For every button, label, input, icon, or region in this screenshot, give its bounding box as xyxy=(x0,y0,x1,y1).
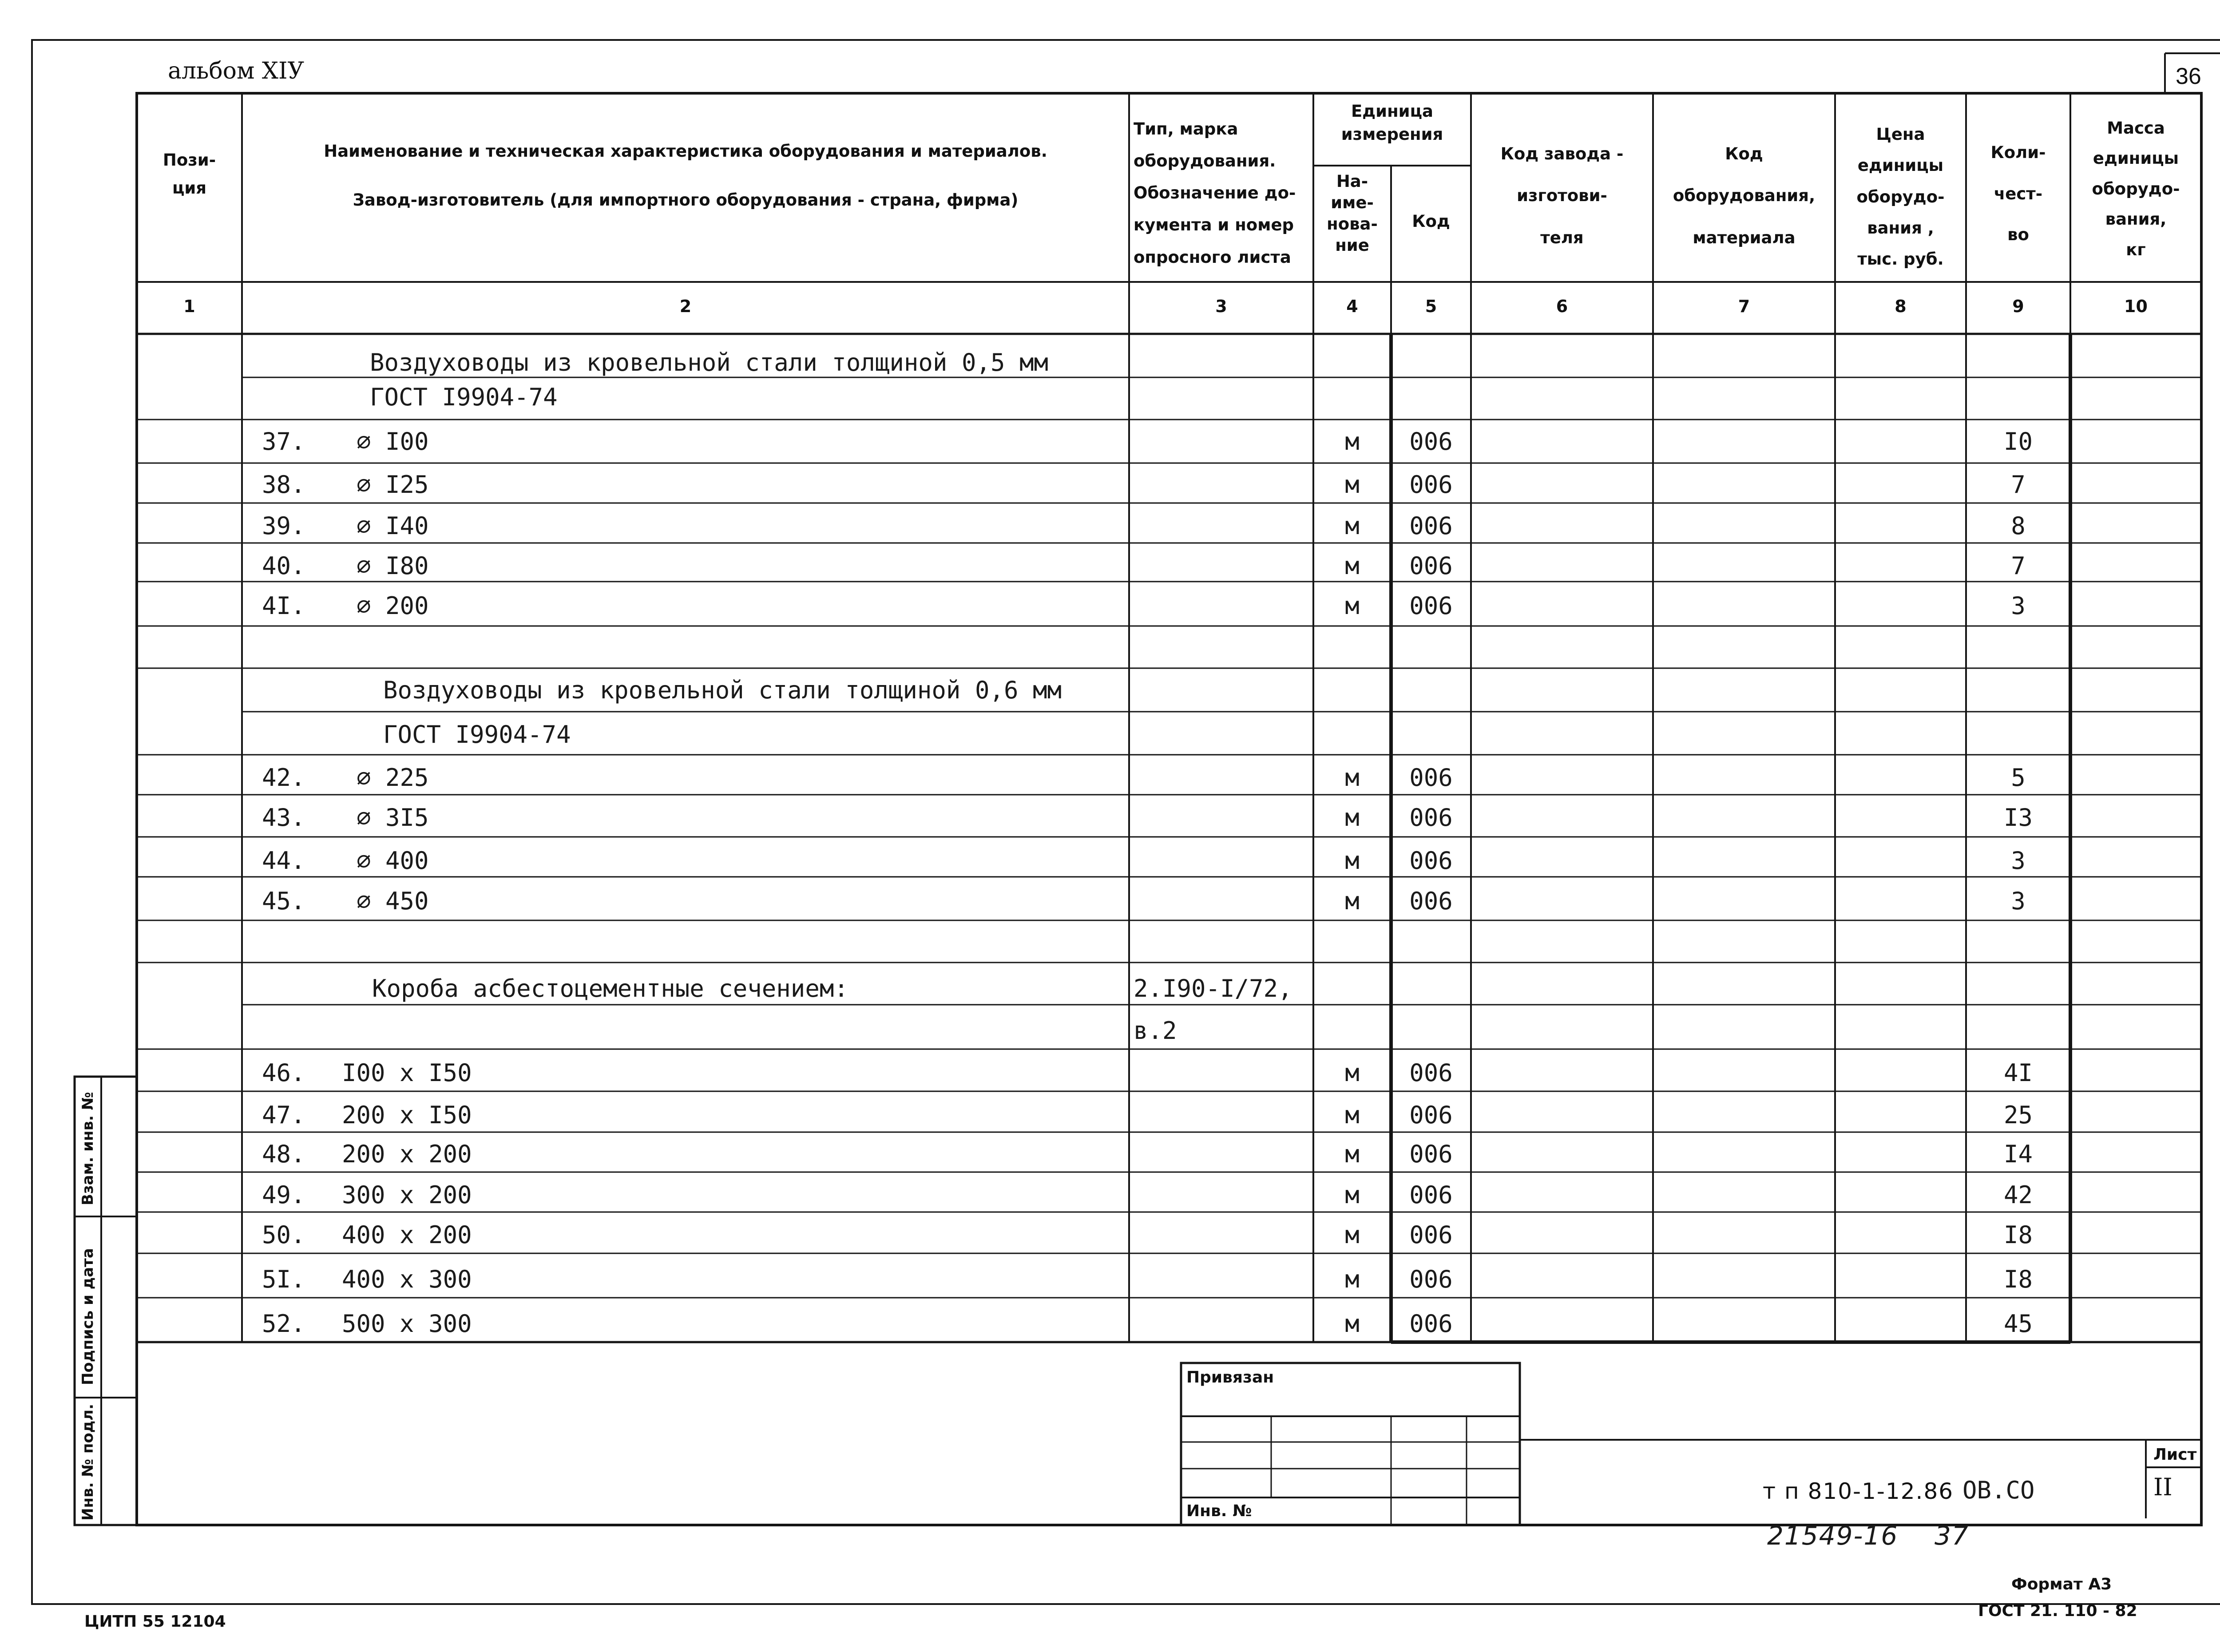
item-position: 40. xyxy=(262,552,305,580)
item-code: 006 xyxy=(1409,804,1453,832)
stamp-list-value: II xyxy=(2153,1473,2172,1501)
item-code: 006 xyxy=(1409,428,1453,456)
item-position: 43. xyxy=(262,804,305,832)
header-unit-group: Единица измерения xyxy=(1341,102,1443,144)
column-number-4: 4 xyxy=(1346,297,1358,316)
item-quantity: I8 xyxy=(2003,1221,2033,1249)
item-name: ∅ I25 xyxy=(357,471,429,499)
stamp-inv-number: Инв. № xyxy=(1186,1502,1252,1520)
item-code: 006 xyxy=(1409,1310,1453,1338)
side-label-podpis-data: Подпись и дата xyxy=(79,1248,97,1385)
stamp-doc-mark: ОВ.СО xyxy=(1962,1476,2035,1504)
item-name: 400 x 300 xyxy=(342,1265,472,1293)
item-code: 006 xyxy=(1409,764,1453,792)
item-position: 42. xyxy=(262,764,305,792)
item-unit: м xyxy=(1345,1101,1360,1129)
item-position: 52. xyxy=(262,1310,305,1338)
header-name-line2: Завод-изготовитель (для импортного оборудования - страна, фирма) xyxy=(353,190,1019,210)
page-number: 36 xyxy=(2176,63,2201,89)
header-position: Пози- ция xyxy=(163,151,216,198)
column-number-6: 6 xyxy=(1556,297,1568,316)
item-position: 44. xyxy=(262,847,305,875)
item-quantity: 4I xyxy=(2003,1059,2033,1087)
item-name: ∅ I80 xyxy=(357,552,429,580)
item-unit: м xyxy=(1345,428,1360,456)
item-quantity: 7 xyxy=(2011,552,2026,580)
item-unit: м xyxy=(1345,764,1360,792)
item-position: 38. xyxy=(262,471,305,499)
item-name: 200 x 200 xyxy=(342,1140,472,1168)
item-quantity: I0 xyxy=(2003,428,2033,456)
item-quantity: 42 xyxy=(2003,1181,2033,1209)
item-name: 200 x I50 xyxy=(342,1101,472,1129)
item-position: 47. xyxy=(262,1101,305,1129)
item-name: ∅ 450 xyxy=(357,887,429,915)
item-quantity: 45 xyxy=(2003,1310,2033,1338)
item-position: 50. xyxy=(262,1221,305,1249)
item-code: 006 xyxy=(1409,471,1453,499)
footer-format: Формат А3 xyxy=(2011,1575,2112,1593)
item-name: I00 x I50 xyxy=(342,1059,472,1087)
section-type-line2: в.2 xyxy=(1134,1017,1177,1045)
item-name: 400 x 200 xyxy=(342,1221,472,1249)
stamp-doc-code: т п 810-1-12.86 xyxy=(1763,1478,1954,1504)
section-standard: ГОСТ I9904-74 xyxy=(383,721,571,749)
item-unit: м xyxy=(1345,1140,1360,1168)
item-unit: м xyxy=(1345,512,1360,540)
section-standard: ГОСТ I9904-74 xyxy=(370,383,558,411)
item-code: 006 xyxy=(1409,512,1453,540)
item-unit: м xyxy=(1345,471,1360,499)
item-unit: м xyxy=(1345,1059,1360,1087)
column-number-2: 2 xyxy=(679,297,692,316)
item-position: 39. xyxy=(262,512,305,540)
item-quantity: 8 xyxy=(2011,512,2026,540)
item-name: 300 x 200 xyxy=(342,1181,472,1209)
header-type: Тип, марка оборудования. Обозначение до- кумента и номер опросного листа xyxy=(1134,119,1296,267)
section-heading: Воздуховоды из кровельной стали толщиной 0,5 мм xyxy=(370,349,1049,376)
section-type-line1: 2.I90-I/72, xyxy=(1134,975,1292,1002)
item-quantity: I3 xyxy=(2003,804,2033,832)
item-unit: м xyxy=(1345,552,1360,580)
section-heading: Короба асбестоцементные сечением: xyxy=(372,975,848,1002)
item-code: 006 xyxy=(1409,847,1453,875)
column-number-5: 5 xyxy=(1425,297,1437,316)
stamp-privyazan: Привязан xyxy=(1186,1368,1274,1387)
side-label-vzam-inv: Взам. инв. № xyxy=(79,1092,97,1205)
item-unit: м xyxy=(1345,592,1360,620)
item-quantity: 5 xyxy=(2011,764,2026,792)
item-quantity: 3 xyxy=(2011,847,2026,875)
item-unit: м xyxy=(1345,847,1360,875)
item-code: 006 xyxy=(1409,1101,1453,1129)
column-number-9: 9 xyxy=(2012,297,2024,316)
item-code: 006 xyxy=(1409,887,1453,915)
item-unit: м xyxy=(1345,1181,1360,1209)
item-quantity: I8 xyxy=(2003,1265,2033,1293)
item-position: 49. xyxy=(262,1181,305,1209)
item-position: 37. xyxy=(262,428,305,456)
item-name: ∅ I00 xyxy=(357,428,429,456)
header-equipment-code: Код оборудования, материала xyxy=(1673,144,1816,247)
item-code: 006 xyxy=(1409,1181,1453,1209)
item-quantity: I4 xyxy=(2003,1140,2033,1168)
header-factory-code: Код завода - изготови- теля xyxy=(1500,144,1624,247)
item-code: 006 xyxy=(1409,592,1453,620)
item-unit: м xyxy=(1345,1221,1360,1249)
item-code: 006 xyxy=(1409,1059,1453,1087)
item-name: ∅ I40 xyxy=(357,512,429,540)
header-quantity: Коли- чест- во xyxy=(1990,143,2046,244)
item-unit: м xyxy=(1345,1310,1360,1338)
stamp-list-label: Лист xyxy=(2153,1446,2197,1464)
item-code: 006 xyxy=(1409,1265,1453,1293)
column-number-8: 8 xyxy=(1895,297,1907,316)
side-label-inv-podl: Инв. № подл. xyxy=(79,1403,97,1521)
item-code: 006 xyxy=(1409,1140,1453,1168)
column-number-10: 10 xyxy=(2124,297,2148,316)
column-number-7: 7 xyxy=(1738,297,1750,316)
item-position: 46. xyxy=(262,1059,305,1087)
header-price: Цена единицы оборудо- вания , тыс. руб. xyxy=(1856,125,1945,269)
header-mass: Масса единицы оборудо- вания, кг xyxy=(2092,119,2180,259)
item-position: 45. xyxy=(262,887,305,915)
section-heading: Воздуховоды из кровельной стали толщиной 0,6 мм xyxy=(383,676,1062,704)
item-unit: м xyxy=(1345,804,1360,832)
handwritten-inventory-number: 21549-16 37 xyxy=(1767,1521,1969,1551)
item-name: ∅ 225 xyxy=(357,764,429,792)
item-code: 006 xyxy=(1409,552,1453,580)
item-quantity: 7 xyxy=(2011,471,2026,499)
item-position: 5I. xyxy=(262,1265,305,1293)
item-name: ∅ 400 xyxy=(357,847,429,875)
header-unit-code: Код xyxy=(1412,212,1450,231)
column-number-1: 1 xyxy=(183,297,195,316)
item-quantity: 3 xyxy=(2011,592,2026,620)
item-quantity: 3 xyxy=(2011,887,2026,915)
item-position: 4I. xyxy=(262,592,305,620)
item-position: 48. xyxy=(262,1140,305,1168)
header-unit-name: На- име- нова- ние xyxy=(1327,172,1378,255)
footer-gost: ГОСТ 21. 110 - 82 xyxy=(1978,1602,2137,1620)
item-name: ∅ 200 xyxy=(357,592,429,620)
album-title: альбом XIУ xyxy=(168,58,305,84)
item-name: ∅ 3I5 xyxy=(357,804,429,832)
item-code: 006 xyxy=(1409,1221,1453,1249)
column-number-3: 3 xyxy=(1215,297,1227,316)
item-unit: м xyxy=(1345,1265,1360,1293)
item-name: 500 x 300 xyxy=(342,1310,472,1338)
item-quantity: 25 xyxy=(2003,1101,2033,1129)
header-name-line1: Наименование и техническая характеристика оборудования и материалов. xyxy=(324,142,1047,161)
item-unit: м xyxy=(1345,887,1360,915)
footer-citp: ЦИТП 55 12104 xyxy=(84,1612,226,1631)
